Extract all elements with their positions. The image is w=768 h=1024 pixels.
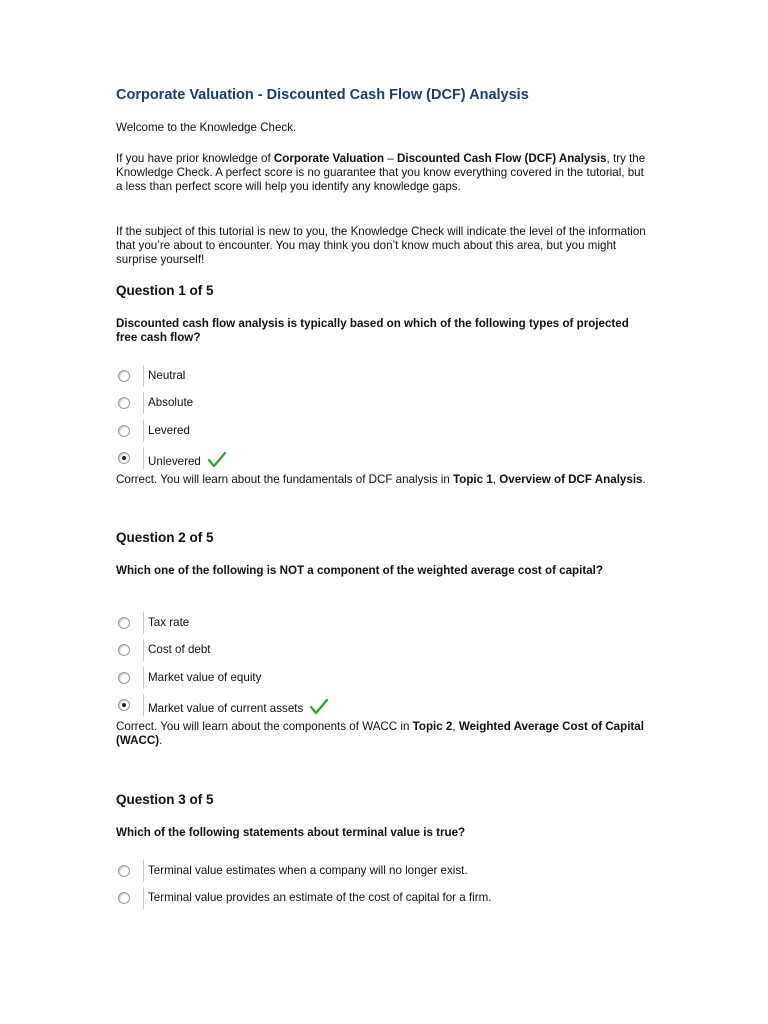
option-divider	[143, 694, 144, 716]
q1-option-levered[interactable]	[116, 420, 616, 442]
q2-option-market-value-equity[interactable]	[116, 667, 616, 689]
welcome-text: Welcome to the Knowledge Check.	[116, 121, 297, 134]
option-divider	[143, 447, 144, 469]
new-subject-paragraph: If the subject of this tutorial is new to you, the Knowledge Check will indicate the level of the information that you’re about to encounter. You may think you don’t know much about this area, but you might surprise yourself!	[116, 225, 646, 266]
correct-check-icon	[207, 451, 227, 469]
option-label: Terminal value estimates when a company will no longer exist.	[148, 864, 468, 877]
page-title: Corporate Valuation - Discounted Cash Flow (DCF) Analysis	[116, 87, 529, 103]
option-divider	[143, 420, 144, 442]
option-divider	[143, 667, 144, 689]
question-3-heading: Question 3 of 5	[116, 792, 214, 807]
option-label: Neutral	[148, 369, 186, 382]
q1-option-absolute[interactable]	[116, 392, 616, 414]
q1-option-unlevered[interactable]	[116, 447, 616, 469]
option-label: Cost of debt	[148, 643, 211, 656]
radio-button[interactable]	[118, 617, 130, 629]
radio-button[interactable]	[118, 425, 130, 437]
intro-paragraph: If you have prior knowledge of Corporate Valuation – Discounted Cash Flow (DCF) Analysis, try the Knowledge Check. A perfect score is no guarantee that you know everything covered in the tutorial, but a less than perfect score will help you identify any knowledge gaps.	[116, 152, 646, 193]
option-divider	[143, 612, 144, 634]
option-divider	[143, 860, 144, 882]
question-1-heading: Question 1 of 5	[116, 283, 214, 298]
option-label: Unlevered	[148, 451, 227, 469]
option-label: Terminal value provides an estimate of the cost of capital for a firm.	[148, 891, 492, 904]
q2-option-tax-rate[interactable]	[116, 612, 616, 634]
radio-button[interactable]	[118, 865, 130, 877]
option-divider	[143, 639, 144, 661]
option-label: Market value of current assets	[148, 698, 329, 716]
radio-button[interactable]	[118, 644, 130, 656]
radio-button[interactable]	[118, 892, 130, 904]
radio-button[interactable]	[118, 397, 130, 409]
option-label: Absolute	[148, 396, 194, 409]
question-1-feedback: Correct. You will learn about the fundamentals of DCF analysis in Topic 1, Overview of DCF Analysis.	[116, 473, 646, 486]
correct-check-icon	[309, 698, 329, 716]
question-2-feedback: Correct. You will learn about the components of WACC in Topic 2, Weighted Average Cost of Capital (WACC).	[116, 720, 644, 747]
option-divider	[143, 887, 144, 909]
option-divider	[143, 392, 144, 414]
radio-button-selected[interactable]	[118, 452, 130, 464]
question-2-heading: Question 2 of 5	[116, 530, 214, 545]
option-label: Tax rate	[148, 616, 190, 629]
q1-option-neutral[interactable]	[116, 365, 616, 387]
q2-option-market-value-current-assets[interactable]	[116, 694, 616, 716]
question-2-text: Which one of the following is NOT a component of the weighted average cost of capital?	[116, 564, 603, 577]
q2-option-cost-of-debt[interactable]	[116, 639, 616, 661]
option-label: Levered	[148, 424, 190, 437]
radio-button[interactable]	[118, 672, 130, 684]
option-label: Market value of equity	[148, 671, 262, 684]
radio-button[interactable]	[118, 370, 130, 382]
question-3-text: Which of the following statements about terminal value is true?	[116, 826, 466, 839]
radio-button-selected[interactable]	[118, 699, 130, 711]
q3-option-no-longer-exist[interactable]	[116, 860, 616, 882]
q3-option-cost-of-capital[interactable]	[116, 887, 616, 909]
option-divider	[143, 365, 144, 387]
question-1-text: Discounted cash flow analysis is typically based on which of the following types of projected free cash flow?	[116, 317, 629, 344]
